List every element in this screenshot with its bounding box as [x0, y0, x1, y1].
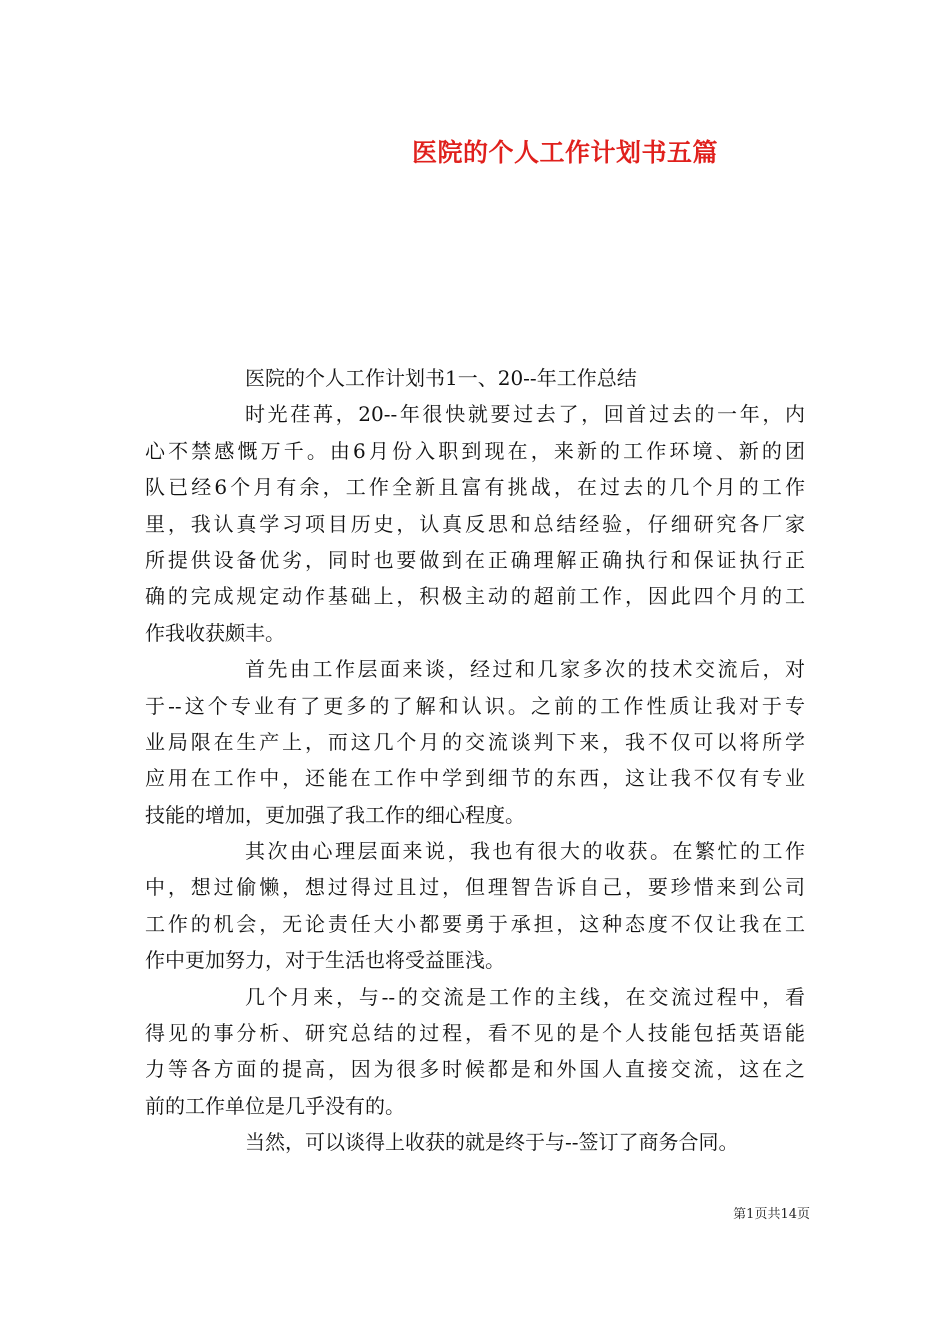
paragraph — [145, 833, 805, 979]
paragraph-line: 业局限在生产上，而这几个月的交流谈判下来，我不仅可以将所学 — [145, 729, 805, 754]
paragraph-line: 几个月来，与--的交流是工作的主线，在交流过程中，看 — [245, 984, 805, 1009]
paragraph — [145, 396, 805, 651]
paragraph — [145, 979, 805, 1125]
document-title: 医院的个人工作计划书五篇 — [411, 138, 718, 167]
paragraph — [145, 651, 805, 833]
paragraph-line: 确的完成规定动作基础上，积极主动的超前工作，因此四个月的工 — [145, 584, 805, 609]
paragraph-line: 应用在工作中，还能在工作中学到细节的东西，这让我不仅有专业 — [145, 766, 805, 791]
paragraph-line: 队已经6个月有余，工作全新且富有挑战，在过去的几个月的工作 — [145, 475, 805, 500]
paragraph-line: 所提供设备优劣，同时也要做到在正确理解正确执行和保证执行正 — [145, 547, 805, 572]
paragraph-line: 作中更加努力，对于生活也将受益匪浅。 — [145, 948, 505, 973]
paragraph-line: 前的工作单位是几乎没有的。 — [145, 1093, 405, 1118]
paragraph-line: 力等各方面的提高，因为很多时候都是和外国人直接交流，这在之 — [145, 1057, 805, 1082]
paragraph-line: 得见的事分析、研究总结的过程，看不见的是个人技能包括英语能 — [145, 1021, 805, 1046]
paragraph-line: 时光荏苒，20--年很快就要过去了，回首过去的一年，内 — [245, 402, 805, 427]
paragraph-line: 首先由工作层面来谈，经过和几家多次的技术交流后，对 — [245, 657, 805, 682]
document-body — [145, 360, 805, 1161]
paragraph-line: 作我收获颇丰。 — [145, 620, 285, 645]
paragraph-line: 中，想过偷懒，想过得过且过，但理智告诉自己，要珍惜来到公司 — [145, 875, 805, 900]
page-number: 第1页共14页 — [733, 1207, 810, 1222]
paragraph-line: 里，我认真学习项目历史，认真反思和总结经验，仔细研究各厂家 — [145, 511, 805, 536]
paragraph-line: 其次由心理层面来说，我也有很大的收获。在繁忙的工作 — [245, 839, 805, 864]
paragraph-line: 工作的机会，无论责任大小都要勇于承担，这种态度不仅让我在工 — [145, 911, 805, 936]
paragraph-line: 于--这个专业有了更多的了解和认识。之前的工作性质让我对于专 — [145, 693, 805, 718]
paragraph — [145, 1124, 805, 1160]
paragraph-line: 技能的增加，更加强了我工作的细心程度。 — [145, 802, 525, 827]
section-heading: 医院的个人工作计划书1一、20--年工作总结 — [245, 366, 637, 390]
paragraph-line: 心不禁感慨万千。由6月份入职到现在，来新的工作环境、新的团 — [145, 438, 805, 463]
paragraph-line: 当然，可以谈得上收获的就是终于与--签订了商务合同。 — [245, 1130, 739, 1155]
